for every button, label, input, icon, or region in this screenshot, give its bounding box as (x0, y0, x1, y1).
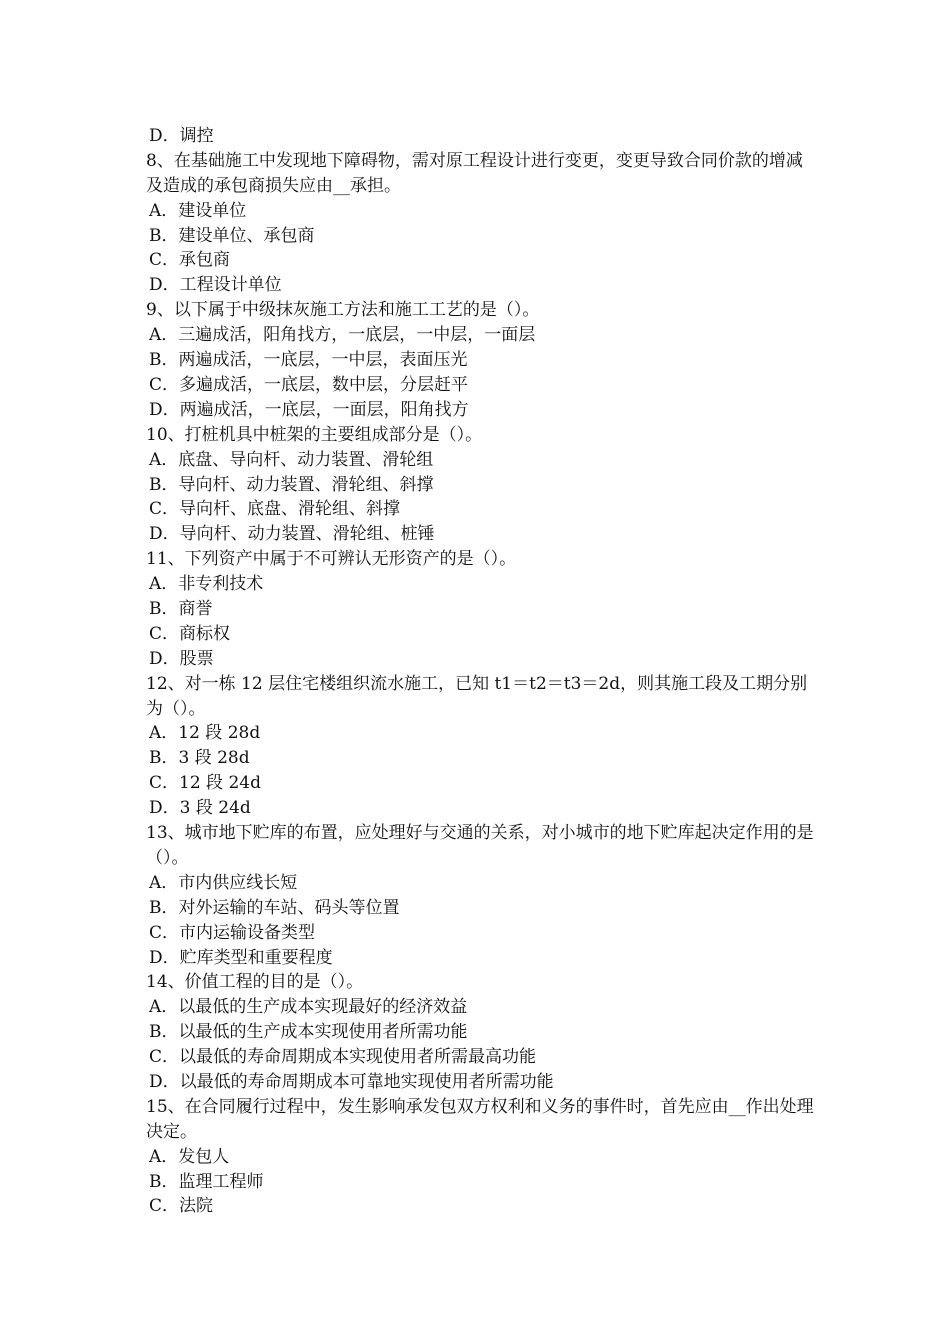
answer-option: A．三遍成活，阳角找方，一底层，一中层，一面层 (149, 325, 536, 346)
answer-option: A．底盘、导向杆、动力装置、滑轮组 (149, 449, 434, 470)
question-text: 11、下列资产中属于不可辨认无形资产的是（）。 (146, 549, 517, 570)
answer-option: B．3 段 28d (149, 748, 250, 769)
question-text: 15、在合同履行过程中，发生影响承发包双方权利和义务的事件时，首先应由__作出处理决定。 (146, 1096, 814, 1142)
answer-option: C．法院 (149, 1196, 214, 1217)
answer-option: C．多遍成活，一底层，数中层，分层赶平 (149, 374, 469, 395)
question-text: 10、打桩机具中桩架的主要组成部分是（）。 (146, 424, 483, 445)
answer-option: A．建设单位 (149, 200, 247, 221)
answer-option: C．商标权 (149, 623, 231, 644)
question-text: 13、城市地下贮库的布置，应处理好与交通的关系，对小城市的地下贮库起决定作用的是（）。 (146, 823, 814, 868)
answer-option: B．监理工程师 (149, 1171, 264, 1192)
answer-option: C．导向杆、底盘、滑轮组、斜撑 (149, 499, 401, 520)
answer-option: A．非专利技术 (149, 574, 264, 595)
question-text: 14、价值工程的目的是（）。 (146, 972, 364, 993)
answer-option: D．两遍成活，一底层，一面层，阳角找方 (149, 399, 469, 420)
answer-option: B．以最低的生产成本实现使用者所需功能 (149, 1022, 468, 1043)
answer-option: C．承包商 (149, 250, 231, 271)
answer-option: D．调控 (149, 126, 214, 146)
answer-option: D．贮库类型和重要程度 (149, 947, 333, 968)
answer-option: A．发包人 (149, 1146, 230, 1167)
question-text: 9、以下属于中级抹灰施工方法和施工工艺的是（）。 (146, 300, 540, 321)
document-page (146, 124, 818, 1219)
answer-option: B．两遍成活，一底层，一中层，表面压光 (149, 350, 468, 371)
question-text: 12、对一栋 12 层住宅楼组织流水施工，已知 t1＝t2＝t3＝2d，则其施工段及工期分别为（）。 (146, 673, 808, 719)
answer-option: A．市内供应线长短 (149, 872, 298, 893)
answer-option: A．以最低的生产成本实现最好的经济效益 (149, 997, 468, 1018)
answer-option: B．建设单位、承包商 (149, 225, 315, 246)
answer-option: D．3 段 24d (149, 798, 251, 819)
answer-option: D．以最低的寿命周期成本可靠地实现使用者所需功能 (149, 1072, 554, 1092)
answer-option: A．12 段 28d (149, 723, 261, 744)
answer-option: D．股票 (149, 648, 214, 669)
answer-option: C．以最低的寿命周期成本实现使用者所需最高功能 (149, 1047, 537, 1068)
answer-option: C．市内运输设备类型 (149, 922, 316, 943)
answer-option: B．商誉 (149, 599, 213, 619)
answer-option: D．导向杆、动力装置、滑轮组、桩锤 (149, 524, 435, 545)
answer-option: B．导向杆、动力装置、滑轮组、斜撑 (149, 474, 434, 495)
answer-option: D．工程设计单位 (149, 275, 282, 296)
answer-option: B．对外运输的车站、码头等位置 (149, 897, 400, 918)
question-text: 8、在基础施工中发现地下障碍物，需对原工程设计进行变更，变更导致合同价款的增减及造成的承包商损失应由__承担。 (146, 150, 803, 196)
answer-option: C．12 段 24d (149, 773, 261, 794)
